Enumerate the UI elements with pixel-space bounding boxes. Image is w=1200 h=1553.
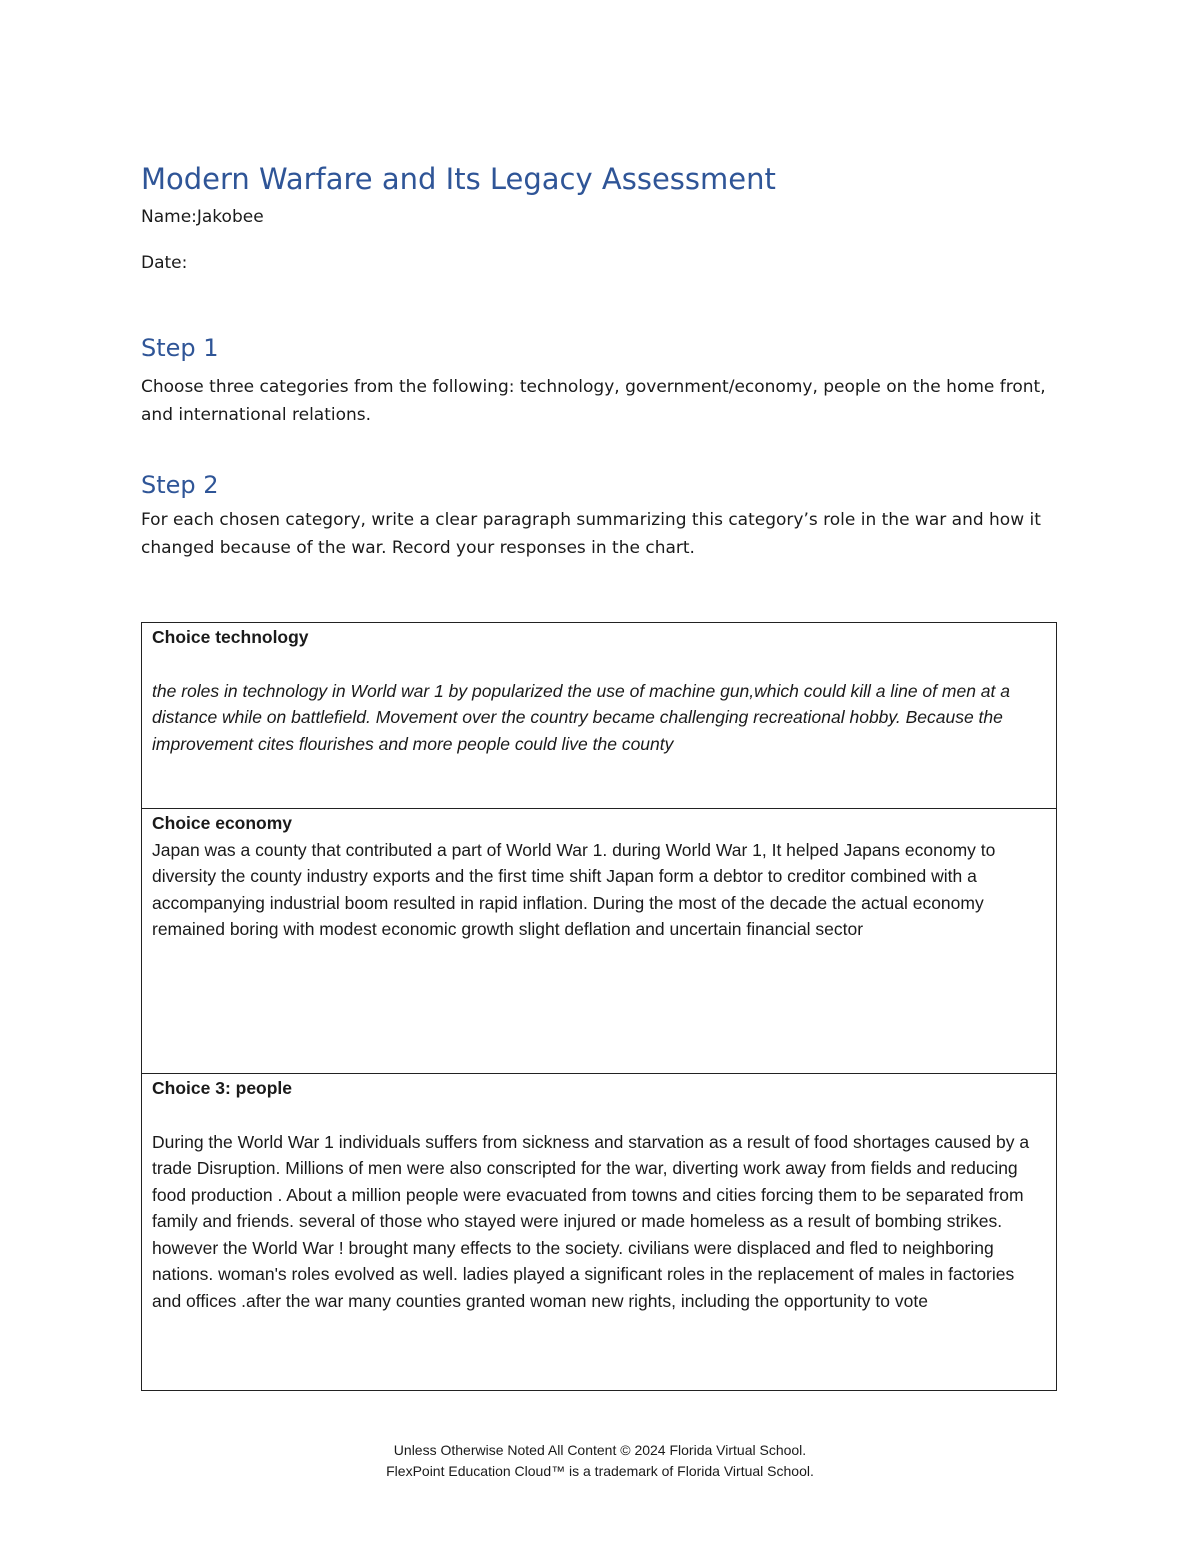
- footer-trademark: FlexPoint Education Cloud™ is a trademark of Florida Virtual School.: [386, 1463, 814, 1479]
- step1-instructions: Choose three categories from the following: technology, government/economy, people on the home front, and international relations.: [141, 377, 1046, 425]
- cell-label: Choice technology: [152, 627, 309, 647]
- response-chart: [141, 622, 1057, 1391]
- footer-copyright: Unless Otherwise Noted All Content © 2024 Florida Virtual School.: [393, 1442, 807, 1458]
- document-title: Modern Warfare and Its Legacy Assessment: [141, 162, 776, 196]
- page-footer: [0, 1440, 1200, 1482]
- name-line: Name:Jakobee: [141, 207, 264, 227]
- chart-cell-people[interactable]: [142, 1074, 1056, 1390]
- cell-label: Choice 3: people: [152, 1078, 293, 1098]
- chart-cell-technology[interactable]: [142, 623, 1056, 809]
- chart-cell-economy[interactable]: [142, 809, 1056, 1074]
- cell-response: the roles in technology in World war 1 by popularized the use of machine gun,which could kill a line of men at a distance while on battlefield. Movement over the country became challenging recreational hobby. Because the improvement cites flourishes and more people could live the county: [152, 680, 1010, 754]
- date-line: Date:: [141, 253, 188, 273]
- cell-response: During the World War 1 individuals suffers from sickness and starvation as a result of food shortages caused by a trade Disruption. Millions of men were also conscripted for the war, diverting work away from fields and reducing food production . About a million people were evacuated from towns and cities forcing them to be separated from family and friends. several of those who stayed were injured or made homeless as a result of bombing strikes. however the World War ! brought many effects to the society. civilians were displaced and fled to neighboring nations. woman's roles evolved as well. ladies played a significant roles in the replacement of males in factories and offices .after the war many counties granted woman new rights, including the opportunity to vote: [152, 1131, 1030, 1311]
- step2-heading: Step 2: [141, 471, 219, 499]
- cell-label: Choice economy: [152, 813, 293, 833]
- step1-heading: Step 1: [141, 334, 219, 362]
- cell-response: Japan was a county that contributed a part of World War 1. during World War 1, It helped Japans economy to diversity the county industry exports and the first time shift Japan form a debtor to creditor combined with a accompanying industrial boom resulted in rapid inflation. During the most of the decade the actual economy remained boring with modest economic growth slight deflation and uncertain financial sector: [152, 839, 996, 939]
- step2-instructions: For each chosen category, write a clear paragraph summarizing this category’s role in the war and how it changed because of the war. Record your responses in the chart.: [141, 510, 1041, 558]
